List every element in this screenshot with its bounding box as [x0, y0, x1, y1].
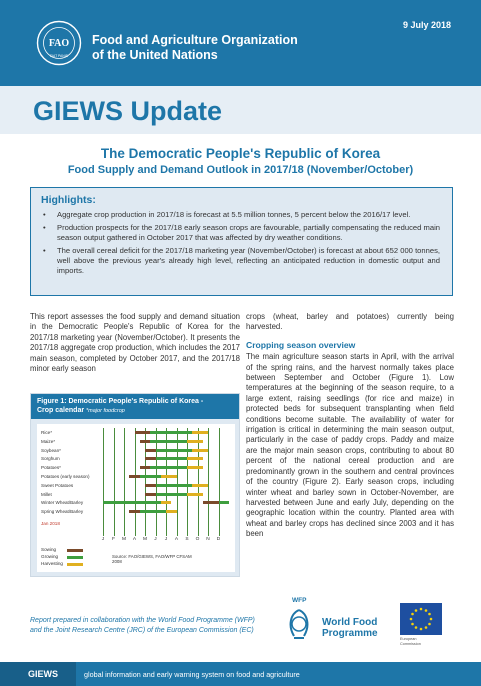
figure-title-line-1: Figure 1: Democratic People's Republic of Korea - [37, 398, 204, 405]
month-grid-line [124, 428, 125, 536]
section-heading-cropping: Cropping season overview [246, 339, 356, 350]
figure-source-line-2: 2008 [112, 559, 122, 564]
partner-line-1: Report prepared in collaboration with the World Food Programme (WFP) [30, 617, 255, 624]
calendar-bar-grow [103, 501, 161, 504]
month-grid-line [103, 428, 104, 536]
month-label: A [174, 537, 179, 542]
month-label: F [112, 537, 115, 542]
legend-swatch [67, 556, 83, 559]
bottom-giews-label: GIEWS [0, 662, 76, 686]
calendar-bar-grow [156, 493, 188, 496]
month-label: O [195, 537, 200, 542]
ec-label-line-1: European [400, 637, 417, 641]
legend-swatch [67, 549, 83, 552]
highlights-box [30, 187, 453, 296]
year-marker: Jan 2018 [41, 521, 60, 526]
crop-label: Rice* [41, 430, 52, 435]
calendar-bar-sow [140, 440, 151, 443]
crop-label: Potatoes (early season) [41, 474, 90, 479]
month-label: N [206, 537, 210, 542]
month-grid-line [187, 428, 188, 536]
calendar-bar-sow [145, 484, 156, 487]
crop-label: Potatoes* [41, 465, 61, 471]
month-grid-line [198, 428, 199, 536]
calendar-bar-sow [145, 493, 156, 496]
month-grid-line [156, 428, 157, 536]
crop-calendar-figure [30, 393, 240, 577]
figure-source [112, 554, 192, 564]
calendar-bar-sow [203, 501, 219, 504]
calendar-bar-harv [187, 466, 203, 469]
crop-calendar-chart [37, 424, 235, 572]
month-grid-line [114, 428, 115, 536]
header-band [0, 0, 481, 86]
highlight-item: • The overall cereal deficit for the 2017/18 marketing year (November/October) is forecast at about 652 000 tonnes, well above the previous year's already high level, reflecting an anticipated reduction in domestic output and imports. [41, 246, 440, 276]
legend-label: Harvesting [41, 561, 63, 566]
month-grid-line [219, 428, 220, 536]
month-label: M [143, 537, 147, 542]
calendar-bar-harv [161, 501, 172, 504]
calendar-bar-harv [166, 510, 177, 513]
month-grid-line [166, 428, 167, 536]
wfp-tag: WFP [292, 597, 307, 604]
intro-paragraph: This report assesses the food supply and demand situation in the Democratic People's Republic of Korea for the 2017/18 marketing year (November/October). It presents the 2017/18 aggregate crop production, which includes the 2017 main season, completed by October 2017, and the 2017/18 minor early season [30, 312, 240, 374]
cropping-paragraph: The main agriculture season starts in April, with the arrival of the spring rains, and the harvest normally takes place between September and October (Figure 1). Low temperatures at the beginning of the season require, to a large extent, raising seedlings (for rice and maize) in protected beds for subsequent transplanting when field conditions become suitable. The availability of water for irrigation is critical in determining the main season output, particularly in the case of paddy crops. Paddy and maize are the major main season crops, contributing to about 80 percent of the national cereal production and are predominantly grown in the southern and central provinces of the country (Figure 2). Early season crops, including winter wheat and barley sown in October-November, are harvested between June and early July, depending on the geographic location within the country. Planted area with wheat and barley crops has declined since 2003 and it has been [246, 352, 454, 539]
month-label: S [185, 537, 189, 542]
giews-update-title: GIEWS Update [33, 96, 223, 126]
org-name-line-2: of the United Nations [92, 48, 218, 62]
highlight-item: • Production prospects for the 2017/18 early season crops are favourable, partially compensating the reduced main season output gathered in October 2017 that was affected by dry weather conditions. [41, 223, 440, 243]
calendar-bar-harv [192, 431, 208, 434]
crop-label: Maize* [41, 438, 56, 444]
right-column [246, 312, 454, 540]
wfp-name-line-2: Programme [322, 628, 378, 639]
giews-update-band [0, 86, 481, 134]
partner-statement [30, 616, 255, 635]
calendar-bar-sow [140, 466, 151, 469]
calendar-bar-sow [145, 449, 156, 452]
highlight-item: • Aggregate crop production in 2017/18 is forecast at 5.5 million tonnes, 5 percent below the 2016/17 level. [41, 210, 440, 220]
ec-label-line-2: Commission [400, 641, 421, 646]
month-grid-line [208, 428, 209, 536]
calendar-bar-harv [161, 475, 177, 478]
wfp-logo-icon [282, 604, 316, 644]
calendar-bar-sow [145, 457, 156, 460]
crop-label: Spring Wheat/Barley [41, 509, 84, 515]
month-label: M [122, 537, 126, 542]
calendar-bar-harv [192, 449, 208, 452]
calendar-bar-grow [219, 501, 230, 504]
publication-date: 9 July 2018 [402, 20, 451, 30]
calendar-bar-harv [187, 440, 203, 443]
calendar-bar-grow [156, 457, 188, 460]
month-grid-line [145, 428, 146, 536]
calendar-bar-grow [140, 510, 166, 513]
calendar-bar-harv [187, 493, 203, 496]
calendar-bar-grow [156, 484, 193, 487]
crop-label: Sweet Potatoes [41, 482, 74, 488]
legend-swatch [67, 563, 83, 566]
crop-label: Winter Wheat/Barley [41, 500, 84, 506]
calendar-bar-harv [187, 457, 203, 460]
calendar-bar-grow [150, 466, 187, 469]
highlights-list [41, 210, 440, 276]
continuation-paragraph: crops (wheat, barley and potatoes) currently being harvested. [246, 312, 454, 332]
calendar-bar-grow [156, 449, 193, 452]
highlights-heading: Highlights: [41, 194, 96, 206]
month-label: J [101, 537, 105, 542]
figure-source-line-1: Source: FAO/GIEWS, FAO/WFP CFSAM [112, 554, 192, 559]
month-grid-line [177, 428, 178, 536]
legend-label: Sowing [41, 547, 57, 552]
bottom-bar [0, 662, 481, 686]
crop-label: Soybean* [41, 447, 61, 453]
partner-line-2: and the Joint Research Centre (JRC) of the European Commission (EC) [30, 626, 254, 634]
calendar-bar-harv [192, 484, 208, 487]
fao-logo-text: FAO [48, 38, 70, 49]
fao-logo-icon [36, 20, 82, 66]
calendar-bar-sow [129, 510, 140, 513]
fao-logo-motto: FIAT PANIS [50, 54, 68, 58]
legend-label: Growing [41, 554, 59, 559]
month-label: J [154, 537, 157, 542]
wfp-name-line-1: World Food [322, 617, 378, 628]
figure-title-note: *major foodcrop [86, 408, 125, 414]
calendar-bar-grow [150, 440, 187, 443]
calendar-bar-sow [129, 475, 140, 478]
calendar-bar-grow [150, 431, 192, 434]
ec-label [400, 637, 421, 646]
document-subtitle: Food Supply and Demand Outlook in 2017/18 (November/October) [67, 164, 414, 176]
left-column [30, 312, 240, 374]
org-name-line-1: Food and Agriculture Organization [92, 33, 298, 47]
month-label: A [132, 537, 137, 542]
crop-label: Sorghum [41, 456, 60, 462]
bottom-bar-text: global information and early warning system on food and agriculture [84, 670, 300, 679]
figure-title-line-2: Crop calendar [37, 407, 85, 414]
wfp-name [322, 617, 378, 639]
month-grid-line [135, 428, 136, 536]
month-label: J [164, 537, 168, 542]
calendar-bar-sow [135, 431, 151, 434]
crop-label: Millet [41, 491, 52, 497]
document-title: The Democratic People's Republic of Korea [100, 146, 381, 161]
month-label: D [216, 537, 221, 542]
calendar-bar-grow [140, 475, 161, 478]
figure-title [31, 394, 239, 419]
eu-flag-icon [400, 603, 442, 635]
